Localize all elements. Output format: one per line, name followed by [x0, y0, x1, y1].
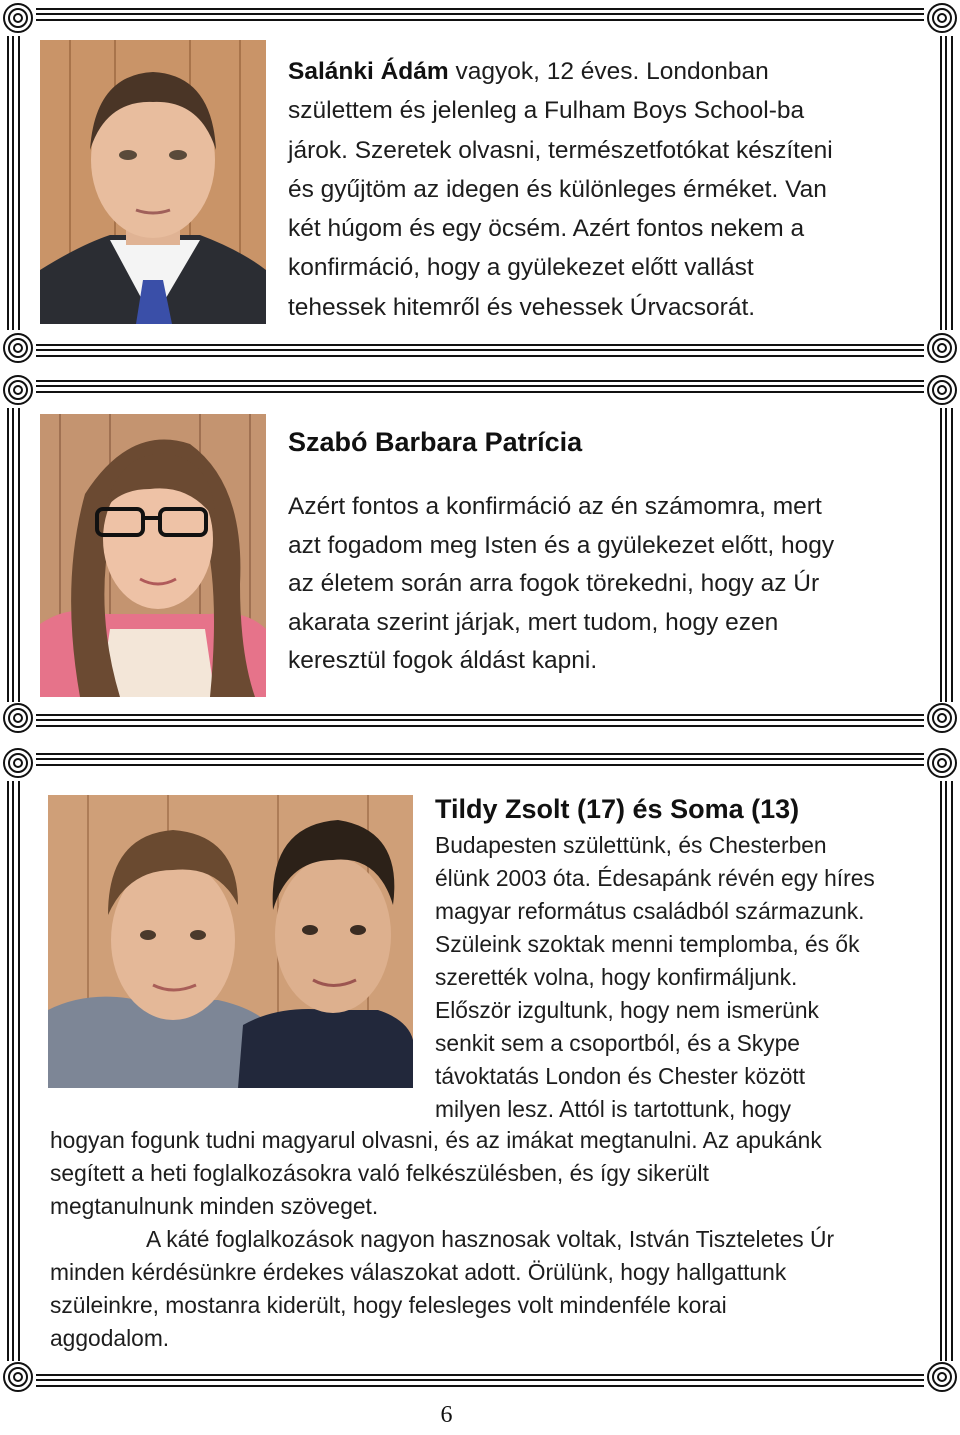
- profile-3-side-text: [435, 829, 915, 1126]
- text-line: akarata szerint járjak, mert tudom, hogy ezen: [288, 608, 779, 636]
- text-line: távoktatás London és Chester között: [435, 1063, 806, 1089]
- profile-2-text: [288, 488, 908, 681]
- text-line: A káté foglalkozások nagyon hasznosak voltak, István Tiszteletes Úr: [146, 1226, 835, 1252]
- profile-1-name: Salánki Ádám: [288, 58, 449, 85]
- text-line: élünk 2003 óta. Édesapánk révén egy híres: [435, 865, 875, 891]
- text-line: születtem és jelenleg a Fulham Boys School-ba: [288, 97, 805, 125]
- photo-tildy-zsolt-soma: [48, 795, 413, 1088]
- text-line: két húgom és egy öcsém. Azért fontos nekem a: [288, 215, 805, 243]
- text-line: Azért fontos a konfirmáció az én számomra, mert: [288, 493, 822, 520]
- text-line: Szüleink szoktak menni templomba, és ők: [435, 931, 860, 957]
- profile-3-name: Tildy Zsolt (17) és Soma (13): [435, 794, 800, 824]
- text-line: Először izgultunk, hogy nem ismerünk: [435, 997, 819, 1023]
- text-line: tehessek hitemről és vehessek Úrvacsorát.: [288, 293, 756, 321]
- profile-2-name: Szabó Barbara Patrícia: [288, 427, 583, 457]
- text-line: minden kérdésünkre érdekes válaszokat adott. Örülünk, hogy hallgattunk: [50, 1259, 787, 1285]
- text-line: Budapesten születtünk, és Chesterben: [435, 832, 827, 858]
- text-line: az életem során arra fogok törekedni, hogy az Úr: [288, 570, 820, 598]
- text-line: senkit sem a csoportból, és a Skype: [435, 1030, 800, 1056]
- profile-1-intro: vagyok, 12 éves. Londonban: [448, 58, 769, 85]
- text-line: keresztül fogok áldást kapni.: [288, 647, 598, 675]
- text-line: konfirmáció, hogy a gyülekezet előtt vallást: [288, 254, 754, 282]
- text-line: aggodalom.: [50, 1325, 170, 1351]
- text-line: milyen lesz. Attól is tartottunk, hogy: [435, 1096, 792, 1122]
- photo-salanki-adam: [40, 40, 266, 324]
- profile-3-full-text: [50, 1124, 920, 1355]
- photo-szabo-barbara: [40, 414, 266, 697]
- text-line: és gyűjtöm az idegen és különleges érméket. Van: [288, 175, 827, 203]
- text-line: járok. Szeretek olvasni, természetfotókat készíteni: [288, 136, 833, 164]
- text-line: magyar református családból származunk.: [435, 898, 865, 924]
- text-line: azt fogadom meg Isten és a gyülekezet előtt, hogy: [288, 531, 835, 559]
- text-line: segített a heti foglalkozásokra való felkészülésben, és így sikerült: [50, 1160, 709, 1186]
- text-line: megtanulnunk minden szöveget.: [50, 1193, 379, 1219]
- page-number: 6: [440, 1402, 453, 1428]
- text-line: szerették volna, hogy konfirmáljunk.: [435, 964, 798, 990]
- text-line: hogyan fogunk tudni magyarul olvasni, és az imákat megtanulni. Az apukánk: [50, 1127, 822, 1153]
- text-line: szüleinkre, mostanra kiderült, hogy felesleges volt mindenféle korai: [50, 1292, 727, 1318]
- profile-1-text: [288, 52, 928, 327]
